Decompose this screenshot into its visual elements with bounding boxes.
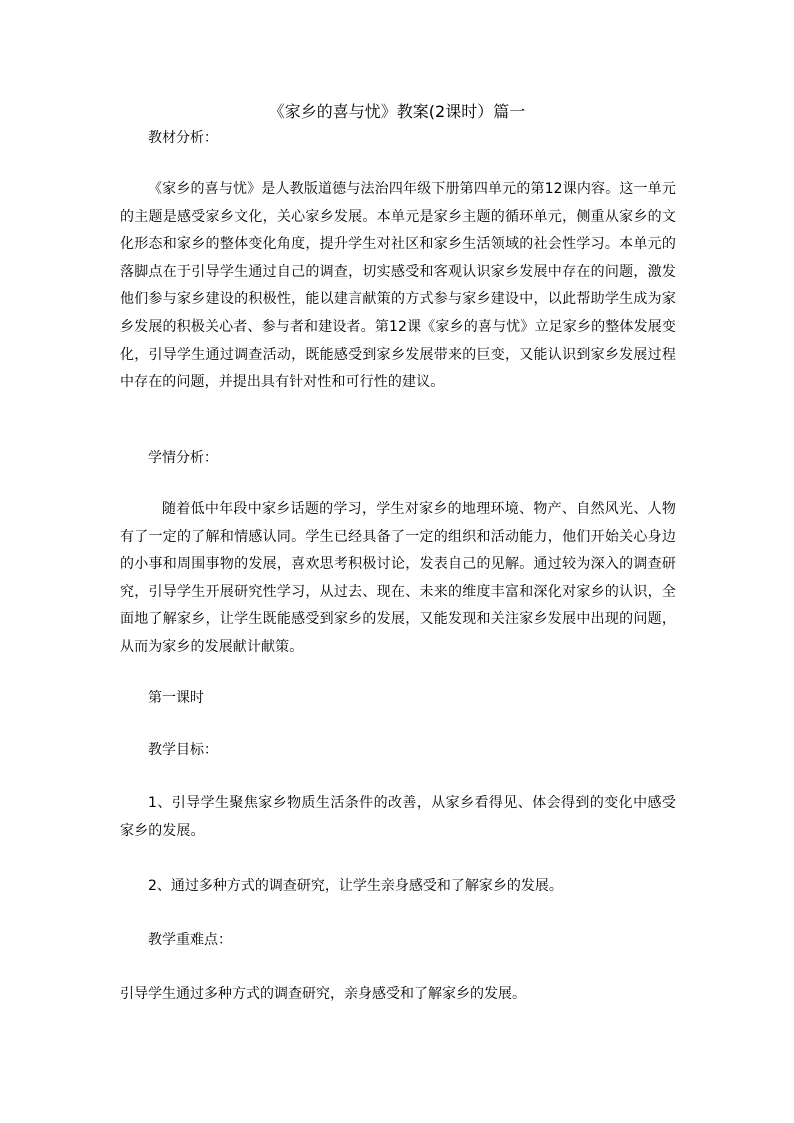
material-analysis-paragraph: 《家乡的喜与忧》是人教版道德与法治四年级下册第四单元的第12课内容。这一单元的主题是感受家乡文化，关心家乡发展。本单元是家乡主题的循环单元，侧重从家乡的文化形态和家乡的整体变化角度，提升学生对社区和家乡生活领域的社会性学习。本单元的落脚点在于引导学生通过自己的调查，切实感受和客观认识家乡发展中存在的问题，激发他们参与家乡建设的积极性，能以建言献策的方式参与家乡建设中，以此帮助学生成为家乡发展的积极关心者、参与者和建设者。第12课《家乡的喜与忧》立足家乡的整体发展变化，引导学生通过调查活动，既能感受到家乡发展带来的巨变，又能认识到家乡发展过程中存在的问题，并提出具有针对性和可行性的建议。 <box>120 181 676 391</box>
student-analysis-paragraph: 随着低中年段中家乡话题的学习，学生对家乡的地理环境、物产、自然风光、人物有了一定的了解和情感认同。学生已经具备了一定的组织和活动能力，他们开始关心身边的小事和周围事物的发展，喜欢思考积极讨论，发表自己的见解。通过较为深入的调查研究，引导学生开展研究性学习，从过去、现在、未来的维度丰富和深化对家乡的认识，全面地了解家乡，让学生既能感受到家乡的发展，又能发现和关注家乡发展中出现的问题，从而为家乡的发展献计献策。 <box>120 501 676 655</box>
lesson-one-heading: 第一课时 <box>148 690 204 706</box>
key-points-heading: 教学重难点： <box>148 932 232 948</box>
material-analysis-heading: 教材分析： <box>148 130 218 146</box>
student-analysis-heading: 学情分析： <box>148 450 218 466</box>
document-title: 《家乡的喜与忧》教案(2课时）篇一 <box>268 102 526 121</box>
key-points-text: 引导学生通过多种方式的调查研究，亲身感受和了解家乡的发展。 <box>120 986 526 1002</box>
teaching-goal-2: 2、通过多种方式的调查研究，让学生亲身感受和了解家乡的发展。 <box>148 878 563 894</box>
teaching-goals-heading: 教学目标： <box>148 742 218 758</box>
teaching-goal-1: 1、引导学生聚焦家乡物质生活条件的改善，从家乡看得见、体会得到的变化中感受家乡的发展。 <box>120 795 676 839</box>
